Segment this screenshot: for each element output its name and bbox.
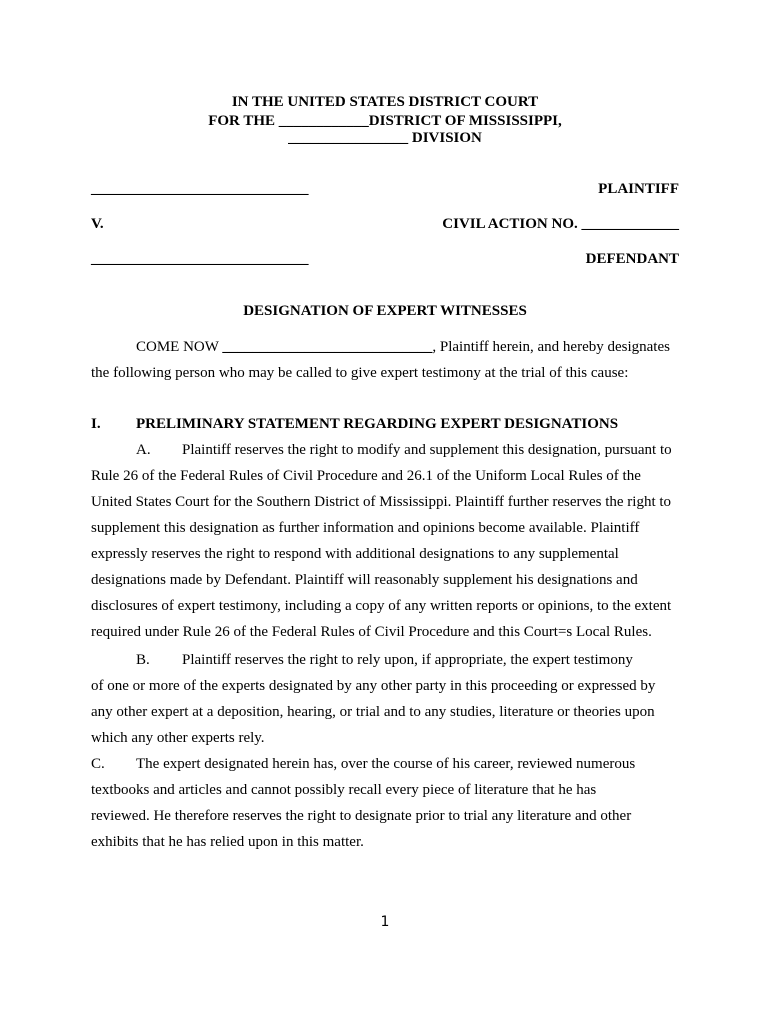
intro-prefix: COME NOW <box>136 339 219 355</box>
intro-line1 <box>136 339 670 356</box>
plaintiff-name-blank: _____________________________ <box>91 181 309 197</box>
document-title: DESIGNATION OF EXPERT WITNESSES <box>243 303 527 319</box>
plaintiff-label: PLAINTIFF <box>598 181 679 197</box>
paragraph-b-line: which any other experts rely. <box>91 730 265 746</box>
court-caption-line3: ________________ DIVISION <box>288 130 482 146</box>
paragraph-a-label: A. <box>136 442 151 458</box>
paragraph-b-line: any other expert at a deposition, hearing, or trial and to any studies, literature or theories upon <box>91 704 655 720</box>
paragraph-b-line: Plaintiff reserves the right to rely upon, if appropriate, the expert testimony <box>182 652 633 668</box>
paragraph-a-line: United States Court for the Southern District of Mississippi. Plaintiff further reserves the right to <box>91 494 672 510</box>
section-heading: PRELIMINARY STATEMENT REGARDING EXPERT DESIGNATIONS <box>136 416 619 432</box>
paragraph-c-line: reviewed. He therefore reserves the right to designate prior to trial any literature and other <box>91 808 632 824</box>
paragraph-a-line: expressly reserves the right to respond with additional designations to any supplemental <box>91 546 619 562</box>
intro-line2: the following person who may be called to give expert testimony at the trial of this cause: <box>91 365 629 381</box>
paragraph-b-line: of one or more of the experts designated by any other party in this proceeding or expressed by <box>91 678 656 694</box>
page-number: 1 <box>380 914 390 930</box>
paragraph-c-line: The expert designated herein has, over the course of his career, reviewed numerous <box>136 756 636 772</box>
paragraph-c-line: exhibits that he has relied upon in this matter. <box>91 834 364 850</box>
paragraph-a-line: required under Rule 26 of the Federal Rules of Civil Procedure and this Court=s Local Rules. <box>91 624 652 640</box>
paragraph-a-line: supplement this designation as further information and opinions become available. Plaintiff <box>91 520 640 536</box>
defendant-name-blank: _____________________________ <box>91 251 309 267</box>
intro-blank: ____________________________ <box>222 339 433 355</box>
court-caption-line2: FOR THE ____________DISTRICT OF MISSISSIPPI, <box>208 113 562 129</box>
paragraph-a-line: Plaintiff reserves the right to modify and supplement this designation, pursuant to <box>182 442 672 458</box>
paragraph-c-line: textbooks and articles and cannot possibly recall every piece of literature that he has <box>91 782 597 798</box>
intro-suffix: , Plaintiff herein, and hereby designates <box>432 339 670 355</box>
section-number: I. <box>91 416 101 432</box>
paragraph-a-line: Rule 26 of the Federal Rules of Civil Procedure and 26.1 of the Uniform Local Rules of the <box>91 468 641 484</box>
paragraph-c-label: C. <box>91 756 105 772</box>
paragraph-a-line: designations made by Defendant. Plaintiff will reasonably supplement his designations and <box>91 572 638 588</box>
versus-label: V. <box>91 216 104 232</box>
paragraph-b-label: B. <box>136 652 150 668</box>
paragraph-a-line: disclosures of expert testimony, including a copy of any written reports or opinions, to the extent <box>91 598 672 614</box>
civil-action-number: CIVIL ACTION NO. _____________ <box>442 216 679 232</box>
court-caption-line1: IN THE UNITED STATES DISTRICT COURT <box>231 94 539 110</box>
defendant-label: DEFENDANT <box>585 251 679 267</box>
